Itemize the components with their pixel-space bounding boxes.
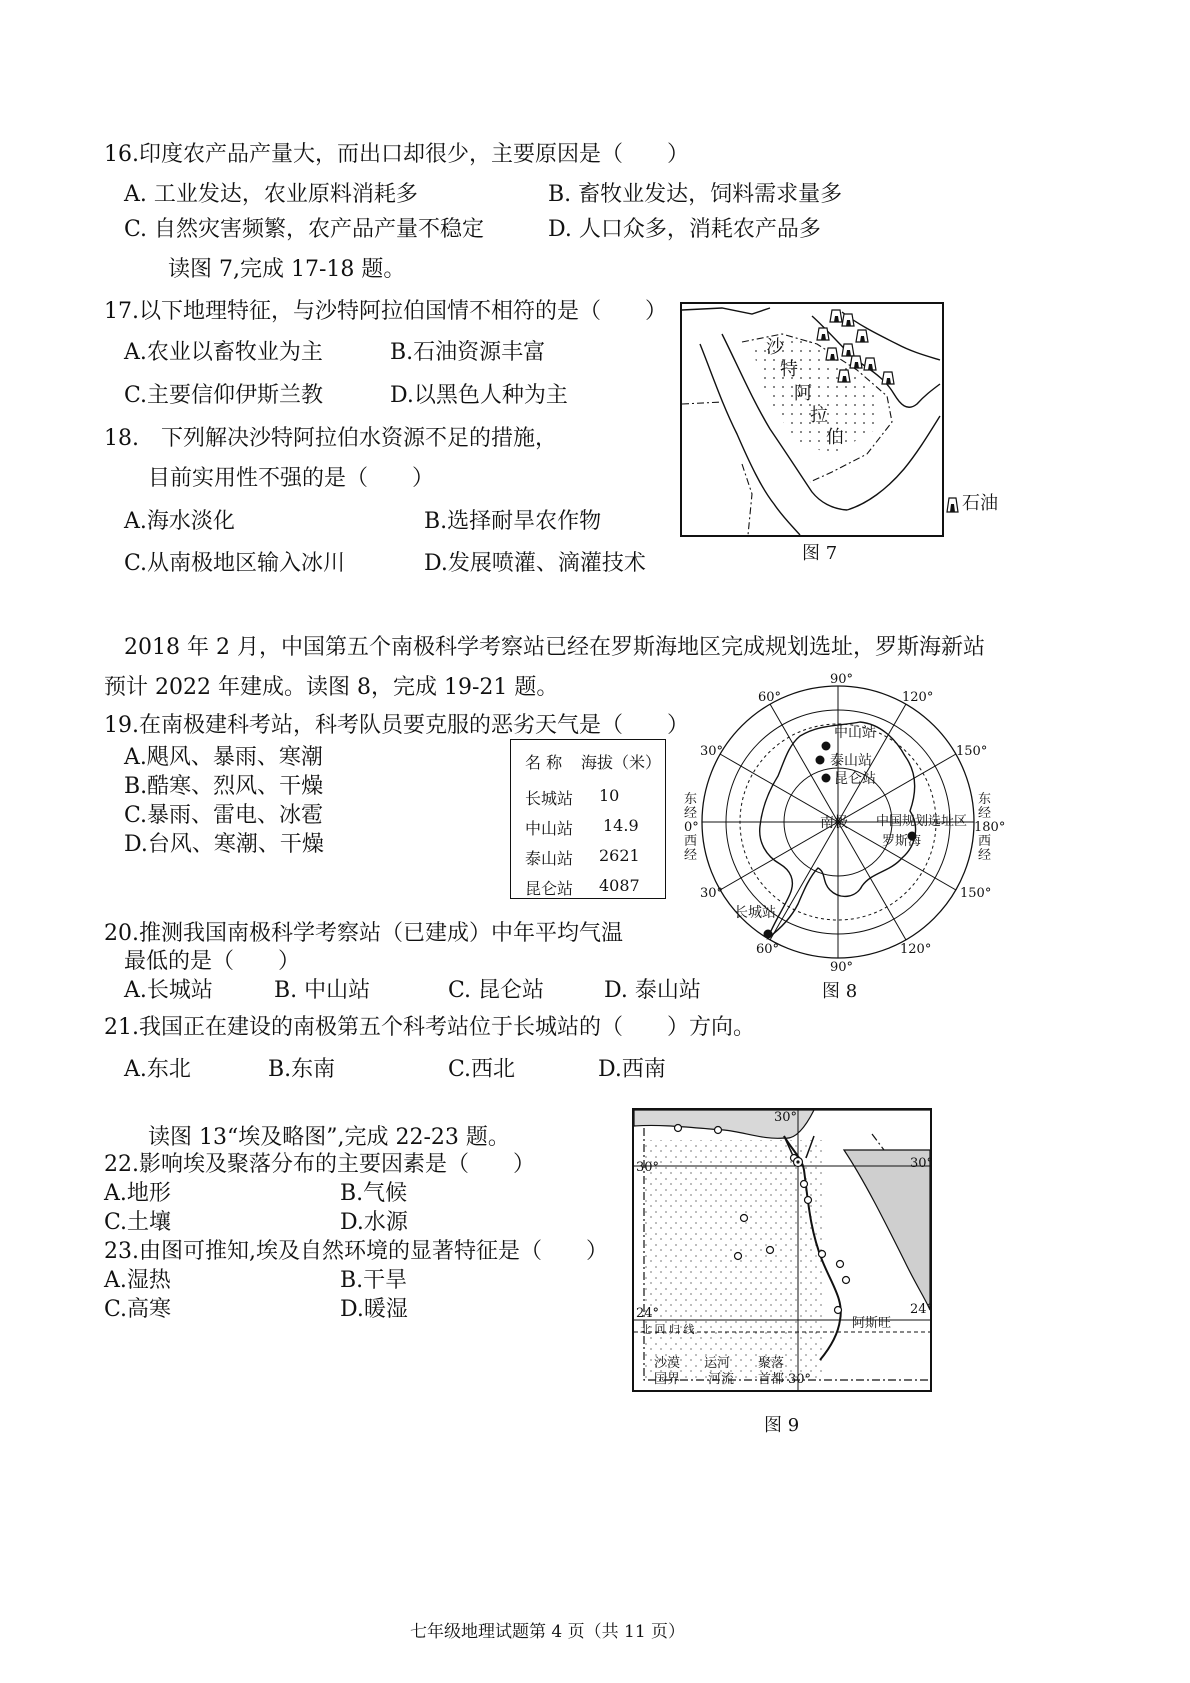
intro-22-23: 读图 13“埃及略图”,完成 22-23 题。 [148, 1125, 510, 1150]
q20-stem-line2: 最低的是（ ） [124, 949, 301, 974]
fig8-antarctica-map [680, 672, 1006, 996]
q17-option-d: D.以黑色人种为主 [390, 383, 568, 408]
q17-option-c: C.主要信仰伊斯兰教 [124, 383, 324, 408]
fig7-country-char-5: 伯 [826, 427, 844, 448]
fig7-oil-markers [682, 304, 942, 535]
table-row-value: 10 [599, 786, 620, 805]
station-altitude-table [510, 739, 666, 899]
q18-option-c: C.从南极地区输入冰川 [124, 551, 346, 576]
fig9-legend-settlement: 聚落 [758, 1356, 785, 1371]
q20-option-b: B. 中山站 [274, 978, 371, 1003]
q19-option-a: A.飓风、暴雨、寒潮 [124, 745, 323, 770]
fig8-east-right-2: 经 [978, 806, 992, 821]
fig8-east-right-1: 东 [978, 792, 992, 807]
q20-option-a: A.长城站 [124, 978, 213, 1003]
fig8-taishan-label: 泰山站 [830, 753, 872, 769]
q22-stem: 22.影响埃及聚落分布的主要因素是（ ） [104, 1152, 535, 1177]
fig9-map-drawing [634, 1110, 930, 1390]
fig9-lon-30-bottom: 30° [788, 1372, 812, 1387]
table-row-name: 泰山站 [525, 849, 574, 868]
fig9-lat-24-right: 24° [910, 1302, 934, 1317]
q17-option-b: B.石油资源丰富 [390, 340, 546, 365]
fig8-ross-sea-label: 罗斯海 [882, 834, 922, 849]
fig9-egypt-map [632, 1108, 932, 1392]
table-header-altitude: 海拔（米） [581, 753, 662, 772]
fig8-lon-120-right-top: 120° [902, 690, 934, 705]
q22-option-c: C.土壤 [104, 1210, 172, 1235]
fig9-lat-24-left: 24° [636, 1306, 660, 1321]
fig9-lon-30-top: 30° [774, 1110, 798, 1125]
table-row-name: 长城站 [525, 789, 574, 808]
fig8-lon-60-left-top: 60° [758, 690, 782, 705]
fig8-west-right-2: 经 [978, 848, 992, 863]
table-row-name: 中山站 [525, 819, 574, 838]
q19-option-c: C.暴雨、雷电、冰雹 [124, 803, 324, 828]
fig8-lon-90-bottom: 90° [830, 960, 854, 975]
taishan-station-dot [816, 756, 825, 765]
q22-option-b: B.气候 [340, 1181, 408, 1206]
q20-option-c: C. 昆仑站 [448, 978, 545, 1003]
q20-stem-line1: 20.推测我国南极科学考察站（已建成）中年平均气温 [104, 921, 623, 946]
page-footer: 七年级地理试题第 4 页（共 11 页） [410, 1622, 686, 1642]
q17-option-a: A.农业以畜牧业为主 [124, 340, 323, 365]
q16-option-a: A. 工业发达，农业原料消耗多 [124, 182, 418, 207]
q21-stem: 21.我国正在建设的南极第五个科考站位于长城站的（ ）方向。 [104, 1015, 755, 1040]
q23-option-a: A.湿热 [104, 1268, 171, 1293]
fig8-east-left-1: 东 [684, 792, 698, 807]
q22-option-d: D.水源 [340, 1210, 408, 1235]
fig8-lon-150-right-bottom: 150° [960, 886, 992, 901]
fig8-lon-60-left-bottom: 60° [756, 942, 780, 957]
fig8-180-label: 180° [974, 820, 1006, 835]
fig9-legend-river: 河流 [708, 1372, 735, 1387]
fig8-lon-120-right-bottom: 120° [900, 942, 932, 957]
table-row-value: 4087 [599, 876, 640, 895]
q22-option-a: A.地形 [104, 1181, 171, 1206]
q16-stem: 16.印度农产品产量大，而出口却很少，主要原因是（ ） [104, 142, 689, 167]
zhongshan-station-dot [822, 742, 831, 751]
intro-19-21-line1: 2018 年 2 月，中国第五个南极科学考察站已经在罗斯海地区完成规划选址，罗斯海新站 [124, 635, 985, 660]
fig8-zero-label: 0° [684, 820, 699, 835]
fig7-caption: 图 7 [802, 543, 838, 564]
intro-17-18: 读图 7,完成 17-18 题。 [168, 257, 406, 282]
fig9-tropic-label: 北 回 归 线 [640, 1323, 695, 1336]
q18-option-a: A.海水淡化 [124, 509, 235, 534]
q18-option-d: D.发展喷灌、滴灌技术 [424, 551, 646, 576]
fig7-legend-label: 石油 [962, 493, 998, 514]
fig9-lat-30-left: 30° [636, 1160, 660, 1175]
fig9-caption: 图 9 [764, 1415, 800, 1436]
q20-option-d: D. 泰山站 [604, 978, 701, 1003]
fig7-country-char-1: 沙 [766, 337, 784, 358]
q18-stem-line2: 目前实用性不强的是（ ） [148, 466, 435, 491]
fig9-legend-capital: 首都 [758, 1372, 785, 1387]
table-row-value: 2621 [599, 846, 640, 865]
fig8-west-left-2: 经 [684, 848, 698, 863]
q16-option-b: B. 畜牧业发达，饲料需求量多 [548, 182, 843, 207]
table-row-name: 昆仑站 [525, 879, 574, 898]
kunlun-station-dot [822, 774, 831, 783]
intro-19-21-line2: 预计 2022 年建成。读图 8，完成 19-21 题。 [104, 675, 559, 700]
fig8-planned-site-label: 中国规划选址区 [876, 814, 968, 829]
fig8-west-left-1: 西 [684, 834, 698, 849]
fig8-caption: 图 8 [822, 981, 858, 1002]
q18-stem-line1: 18. 下列解决沙特阿拉伯水资源不足的措施， [104, 426, 557, 451]
fig7-country-char-4: 拉 [810, 405, 828, 426]
fig8-lon-150-right: 150° [956, 744, 988, 759]
q23-stem: 23.由图可推知,埃及自然环境的显著特征是（ ） [104, 1239, 608, 1264]
q21-option-d: D.西南 [598, 1057, 666, 1082]
fig9-legend-canal: 运河 [704, 1356, 731, 1371]
q16-option-d: D. 人口众多，消耗农产品多 [548, 217, 821, 242]
fig8-lon-30-left-bottom: 30° [700, 886, 724, 901]
table-header-name: 名 称 [525, 753, 563, 772]
fig7-legend-oil-icon [946, 496, 960, 514]
q23-option-b: B.干旱 [340, 1268, 408, 1293]
q21-option-b: B.东南 [268, 1057, 336, 1082]
q21-option-c: C.西北 [448, 1057, 516, 1082]
q16-option-c: C. 自然灾害频繁，农产品产量不稳定 [124, 217, 485, 242]
table-row-value: 14.9 [603, 816, 639, 835]
fig8-west-right-1: 西 [978, 834, 992, 849]
fig8-lon-90-top: 90° [830, 672, 854, 687]
fig8-zhongshan-label: 中山站 [834, 725, 876, 741]
fig7-country-char-2: 特 [780, 359, 798, 380]
fig9-lat-30-right: 30° [910, 1156, 934, 1171]
fig9-legend-border: 国界 [654, 1372, 681, 1387]
q18-option-b: B.选择耐旱农作物 [424, 509, 602, 534]
q19-stem: 19.在南极建科考站，科考队员要克服的恶劣天气是（ ） [104, 713, 689, 738]
q21-option-a: A.东北 [124, 1057, 191, 1082]
q19-option-d: D.台风、寒潮、干燥 [124, 832, 324, 857]
q19-option-b: B.酷寒、烈风、干燥 [124, 774, 324, 799]
fig8-changcheng-label: 长城站 [734, 905, 776, 921]
changcheng-station-dot [764, 930, 773, 939]
q23-option-c: C.高寒 [104, 1297, 172, 1322]
fig9-legend-desert: 沙漠 [654, 1356, 681, 1371]
fig8-lon-30-left: 30° [700, 744, 724, 759]
fig7-country-char-3: 阿 [794, 383, 812, 404]
fig7-saudi-map [680, 302, 944, 537]
q17-stem: 17.以下地理特征，与沙特阿拉伯国情不相符的是（ ） [104, 299, 667, 324]
q23-option-d: D.暖湿 [340, 1297, 408, 1322]
fig8-east-left-2: 经 [684, 806, 698, 821]
fig8-south-pole-label: 南极 [820, 815, 848, 831]
fig8-map-drawing [680, 676, 1000, 996]
fig8-kunlun-label: 昆仑站 [834, 771, 876, 787]
fig9-aswan-label: 阿斯旺 [852, 1316, 892, 1331]
